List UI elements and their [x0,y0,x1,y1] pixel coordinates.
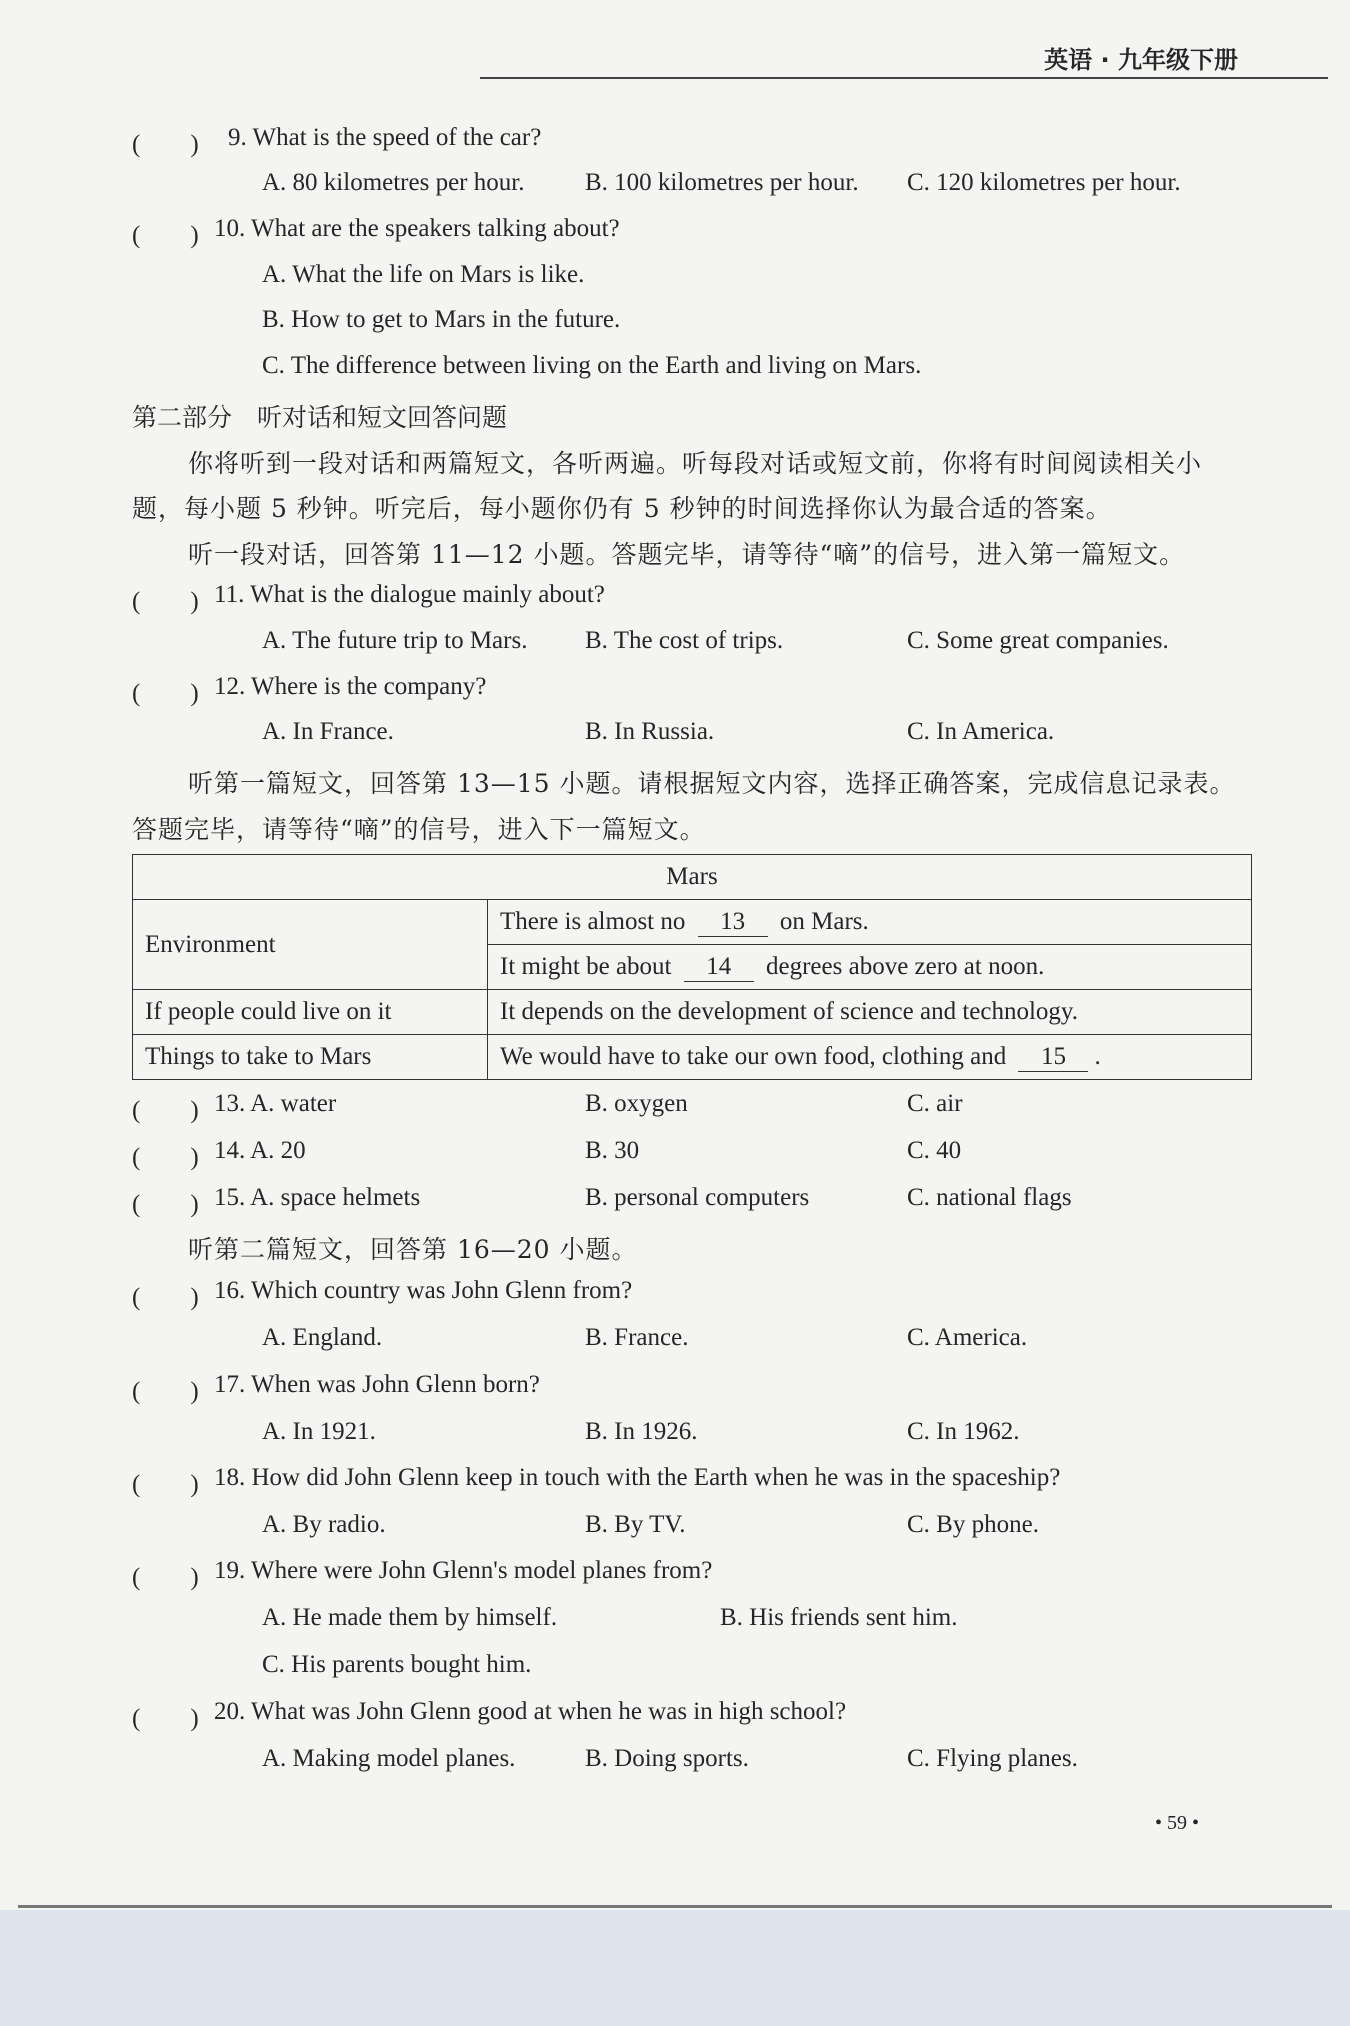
option: C. In 1962. [907,1418,1020,1445]
option: C. His parents bought him. [262,1651,532,1678]
answer-paren[interactable]: ( ) [132,1705,199,1732]
table-row-label: Things to take to Mars [133,1035,488,1080]
option: A. 80 kilometres per hour. [262,169,525,196]
question-stem: 10. What are the speakers talking about? [214,215,620,242]
option: C. By phone. [907,1511,1039,1538]
question-stem: 11. What is the dialogue mainly about? [214,581,605,608]
table-cell: It depends on the development of science and technology. [488,990,1252,1035]
question-stem: 17. When was John Glenn born? [214,1371,540,1398]
header-rule [480,77,1328,79]
page-bottom-edge [18,1905,1332,1908]
answer-blank-13[interactable]: 13 [698,908,768,937]
question-stem: 9. What is the speed of the car? [228,124,542,151]
cell-text: There is almost no [500,907,686,935]
answer-blank-14[interactable]: 14 [684,953,754,982]
cell-text: . [1094,1042,1101,1070]
question-stem: 12. Where is the company? [214,673,487,700]
option: C. national flags [907,1184,1072,1211]
option: B. His friends sent him. [720,1604,958,1631]
option: A. What the life on Mars is like. [262,261,585,288]
option: C. Some great companies. [907,627,1169,654]
question-stem: 14. A. 20 [214,1137,306,1164]
answer-paren[interactable]: ( ) [132,680,199,707]
option: A. In 1921. [262,1418,376,1445]
option: B. By TV. [585,1511,686,1538]
answer-paren[interactable]: ( ) [132,1471,199,1498]
cell-text: We would have to take our own food, clothing and [500,1042,1007,1070]
table-row-label: If people could live on it [133,990,488,1035]
answer-paren[interactable]: ( ) [132,1284,199,1311]
question-stem: 13. A. water [214,1090,337,1117]
option: A. The future trip to Mars. [262,627,528,654]
option: B. The cost of trips. [585,627,784,654]
scan-background-strip [0,1910,1350,2026]
answer-paren[interactable]: ( ) [132,222,199,249]
answer-paren[interactable]: ( ) [132,1097,199,1124]
option: B. personal computers [585,1184,810,1211]
instruction-text: 听第二篇短文，回答第 16—20 小题。 [188,1235,638,1264]
question-stem: 19. Where were John Glenn's model planes from? [214,1557,713,1584]
instruction-text: 题，每小题 5 秒钟。听完后，每小题你仍有 5 秒钟的时间选择你认为最合适的答案。 [132,494,1112,523]
option: B. oxygen [585,1090,688,1117]
table-cell [488,1035,1252,1080]
option: C. 40 [907,1137,962,1164]
option: C. 120 kilometres per hour. [907,169,1181,196]
section-heading: 第二部分 听对话和短文回答问题 [132,403,508,432]
answer-paren[interactable]: ( ) [132,1144,199,1171]
answer-paren[interactable]: ( ) [132,588,199,615]
table-row-label: Environment [133,900,488,990]
option: C. America. [907,1324,1028,1351]
answer-paren[interactable]: ( ) [132,131,199,158]
question-stem: 15. A. space helmets [214,1184,421,1211]
option: B. In 1926. [585,1418,698,1445]
option: B. How to get to Mars in the future. [262,306,621,333]
option: B. France. [585,1324,689,1351]
option: B. 30 [585,1137,640,1164]
option: A. In France. [262,718,394,745]
info-record-table [132,854,1252,1080]
option: A. He made them by himself. [262,1604,558,1631]
option: C. air [907,1090,963,1117]
page-number: • 59 • [1155,1812,1200,1834]
option: C. Flying planes. [907,1745,1078,1772]
cell-text: It might be about [500,952,672,980]
option: A. England. [262,1324,383,1351]
question-stem: 18. How did John Glenn keep in touch with the Earth when he was in the spaceship? [214,1464,1061,1491]
table-cell [488,900,1252,945]
option: C. The difference between living on the Earth and living on Mars. [262,352,922,379]
instruction-text: 听一段对话，回答第 11—12 小题。答题完毕，请等待“嘀”的信号，进入第一篇短文。 [188,540,1186,569]
question-stem: 16. Which country was John Glenn from? [214,1277,633,1304]
answer-blank-15[interactable]: 15 [1018,1043,1088,1072]
answer-paren[interactable]: ( ) [132,1378,199,1405]
instruction-text: 你将听到一段对话和两篇短文，各听两遍。听每段对话或短文前，你将有时间阅读相关小 [188,449,1203,478]
option: B. Doing sports. [585,1745,749,1772]
table-title: Mars [133,855,1252,900]
answer-paren[interactable]: ( ) [132,1191,199,1218]
instruction-text: 听第一篇短文，回答第 13—15 小题。请根据短文内容，选择正确答案，完成信息记录表。 [188,769,1236,798]
option: C. In America. [907,718,1055,745]
option: A. Making model planes. [262,1745,516,1772]
instruction-text: 答题完毕，请等待“嘀”的信号，进入下一篇短文。 [132,815,706,844]
option: B. 100 kilometres per hour. [585,169,859,196]
question-stem: 20. What was John Glenn good at when he was in high school? [214,1698,847,1725]
option: B. In Russia. [585,718,715,745]
running-header: 英语 · 九年级下册 [1044,46,1238,74]
cell-text: degrees above zero at noon. [766,952,1045,980]
option: A. By radio. [262,1511,386,1538]
cell-text: on Mars. [779,907,869,935]
answer-paren[interactable]: ( ) [132,1564,199,1591]
table-cell [488,945,1252,990]
